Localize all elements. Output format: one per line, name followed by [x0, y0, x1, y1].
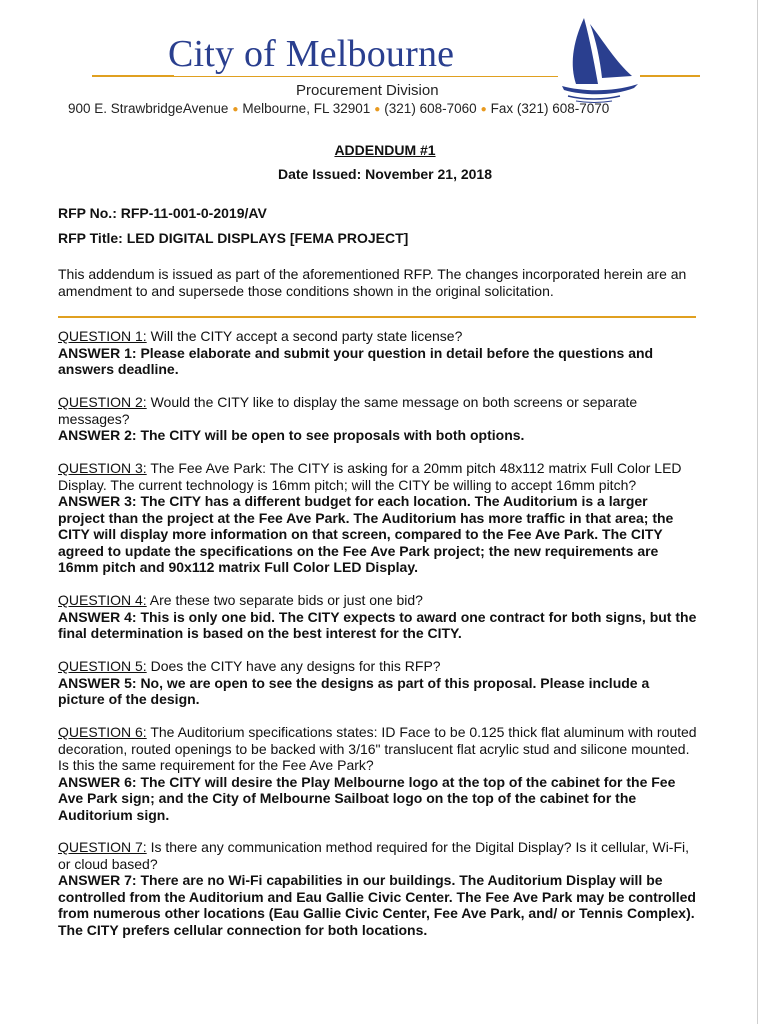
qa-item-6 — [58, 724, 698, 823]
procurement-division: Procurement Division — [296, 82, 439, 99]
question-text: Would the CITY like to display the same message on both screens or separate messages? — [58, 394, 638, 427]
answer-text: ANSWER 7: There are no Wi-Fi capabilities in our buildings. The Auditorium Display will be controlled from the Auditorium and Eau Gallie Civic Center. The Fee Ave Park may be controlled from numerous other locations (Eau Gallie Civic Center, Fee Ave Park, and/ or Tennis Complex). The CITY prefers cellular connection for both locations. — [58, 872, 696, 938]
answer-text: ANSWER 5: No, we are open to see the designs as part of this proposal. Please include a picture of the design. — [58, 674, 650, 707]
answer-text: ANSWER 4: This is only one bid. The CITY expects to award one contract for both signs, but the final determination is based on the best interest for the CITY. — [58, 608, 697, 641]
fax-number: Fax (321) 608-7070 — [490, 101, 610, 116]
question-text: Will the CITY accept a second party state license? — [146, 328, 463, 344]
addendum-title: ADDENDUM #1 — [334, 142, 436, 158]
letterhead-rule-left — [92, 75, 174, 77]
question — [58, 394, 698, 427]
street-address: 900 E. StrawbridgeAvenue — [68, 101, 229, 116]
letterhead-rule-middle — [174, 76, 558, 77]
question — [58, 839, 698, 872]
letterhead-rule-right — [640, 75, 700, 77]
question-text: The Fee Ave Park: The CITY is asking for a 20mm pitch 48x112 matrix Full Color LED Display. The current technology is 16mm pitch; will the CITY be willing to accept 16mm pitch? — [58, 460, 682, 493]
rfp-number: RFP No.: RFP-11-001-0-2019/AV — [58, 205, 267, 221]
question — [58, 724, 698, 774]
question — [58, 658, 698, 675]
sailboat-logo-icon — [554, 14, 644, 104]
bullet-icon: ● — [480, 104, 487, 115]
question-label: QUESTION 5: — [58, 658, 147, 674]
bullet-icon: ● — [374, 104, 381, 115]
question-label: QUESTION 4: — [58, 592, 147, 608]
qa-item-2 — [58, 394, 698, 444]
question — [58, 460, 698, 493]
intro-paragraph: This addendum is issued as part of the aforementioned RFP. The changes incorporated herein are an amendment to and supersede those conditions shown in the original solicitation. — [58, 266, 687, 299]
qa-item-4 — [58, 592, 698, 642]
answer-text: ANSWER 3: The CITY has a different budget for each location. The Auditorium is a larger project than the project at the Fee Ave Park. The Auditorium has more traffic in that area; the CITY will display more information on that screen, compared to the Fee Ave Park. The CITY agreed to update the specifications on the Fee Ave Park project; the new requirements are 16mm pitch and 90x112 matrix Full Color LED Display. — [58, 493, 674, 575]
section-divider — [58, 316, 696, 318]
answer-text: ANSWER 2: The CITY will be open to see proposals with both options. — [58, 427, 525, 443]
city-name: City of Melbourne — [168, 33, 455, 75]
question-text: Does the CITY have any designs for this RFP? — [146, 658, 441, 674]
address-line — [68, 101, 609, 116]
question — [58, 328, 698, 345]
answer-text: ANSWER 1: Please elaborate and submit your question in detail before the questions and answers deadline. — [58, 344, 654, 377]
qa-item-5 — [58, 658, 698, 708]
letterhead — [0, 0, 770, 120]
question-label: QUESTION 6: — [58, 724, 147, 740]
qa-item-1 — [58, 328, 698, 378]
scan-edge-line — [757, 0, 758, 1024]
date-issued: Date Issued: November 21, 2018 — [278, 166, 492, 182]
question-label: QUESTION 7: — [58, 839, 147, 855]
question-label: QUESTION 1: — [58, 328, 147, 344]
question-text: Is there any communication method required for the Digital Display? Is it cellular, Wi-Fi, or cloud based? — [58, 839, 690, 872]
qa-item-7 — [58, 839, 698, 938]
rfp-title: RFP Title: LED DIGITAL DISPLAYS [FEMA PROJECT] — [58, 230, 409, 246]
answer-text: ANSWER 6: The CITY will desire the Play Melbourne logo at the top of the cabinet for the Fee Ave Park sign; and the City of Melbourne Sailboat logo on the top of the cabinet for the Auditorium sign. — [58, 773, 676, 823]
question-text: Are these two separate bids or just one bid? — [146, 592, 423, 608]
question — [58, 592, 698, 609]
qa-item-3 — [58, 460, 698, 576]
question-label: QUESTION 3: — [58, 460, 147, 476]
bullet-icon: ● — [232, 104, 239, 115]
question-text: The Auditorium specifications states: ID Face to be 0.125 thick flat aluminum with routed decoration, routed openings to be backed with 3/16" translucent flat acrylic stud and silicone mounted. Is this the same requirement for the Fee Ave Park? — [58, 724, 697, 773]
question-label: QUESTION 2: — [58, 394, 147, 410]
city-state-zip: Melbourne, FL 32901 — [242, 101, 371, 116]
phone-number: (321) 608-7060 — [384, 101, 477, 116]
